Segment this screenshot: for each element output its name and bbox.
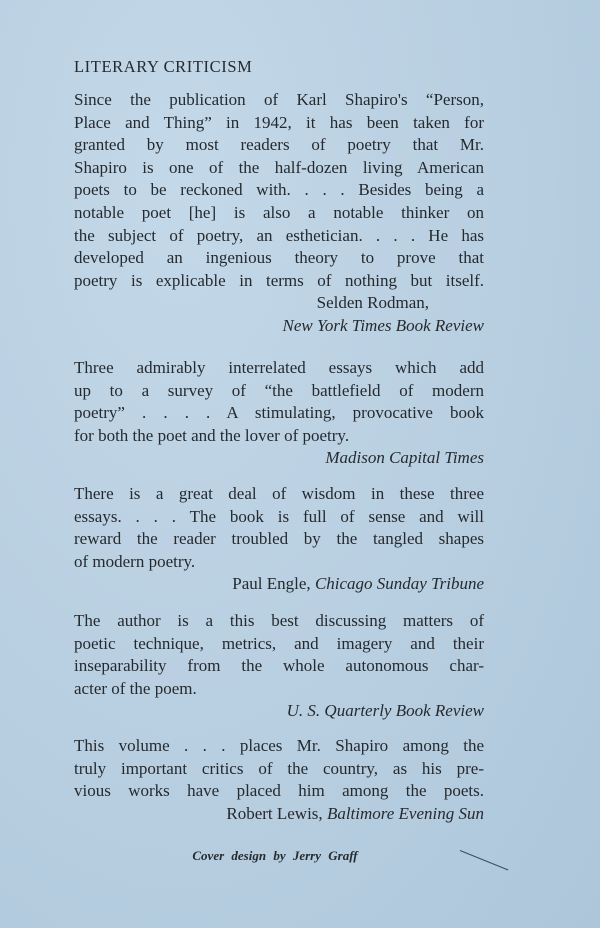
review-line: of modern poetry. [74,551,196,571]
review-line: acter of the poem. [74,678,197,698]
review-attribution [74,573,484,596]
review-lewis [74,735,484,825]
review-source: Chicago Sunday Tribune [314,574,484,594]
review-line: This volume . . . places Mr. Shapiro among the [74,736,484,755]
review-line: reward the reader troubled by the tangled shapes [74,529,484,549]
review-source: Madison Capital Times [325,448,484,468]
review-line: the subject of poetry, an esthetician. . . . He has [74,225,484,245]
review-line: poetry” . . . . A stimulating, provocative book [74,403,484,423]
review-quarterly [74,610,484,723]
review-engle [74,483,484,596]
review-line: The author is a this best discussing matters of [74,611,484,630]
review-attribution [74,803,484,826]
review-line: essays. . . . The book is full of sense and will [74,506,484,526]
review-source: New York Times Book Review [282,315,484,335]
section-heading: LITERARY CRITICISM [74,57,253,76]
review-line: inseparability from the whole autonomous char- [74,656,484,676]
review-line: vious works have placed him among the poets. [74,781,484,801]
cover-design-credit: Cover design by Jerry Graff [192,848,358,863]
review-line: poets to be reckoned with. . . . Besides being a [74,180,484,200]
review-line: Three admirably interrelated essays which add [74,358,484,377]
review-rodman [74,89,484,338]
review-author: Selden Rodman, [316,293,429,313]
review-author: Paul Engle, [232,574,311,594]
review-line: Shapiro is one of the half-dozen living American [74,157,484,177]
review-line: for both the poet and the lover of poetry. [74,425,350,445]
review-author: Robert Lewis, [226,803,323,823]
review-source: Baltimore Evening Sun [326,803,484,823]
review-line: Since the publication of Karl Shapiro's “Person, [74,90,484,109]
review-line: poetic technique, metrics, and imagery and their [74,633,484,653]
review-madison [74,357,484,470]
review-line: There is a great deal of wisdom in these three [74,484,484,503]
review-line: poetry is explicable in terms of nothing but itself. [74,270,484,290]
review-line: granted by most readers of poetry that Mr. [74,135,484,155]
review-line: truly important critics of the country, as his pre- [74,758,484,778]
review-line: up to a survey of “the battlefield of modern [74,380,484,400]
review-line: notable poet [he] is also a notable thinker on [74,202,484,222]
review-line: Place and Thing” in 1942, it has been taken for [74,112,484,132]
review-line: developed an ingenious theory to prove that [74,248,484,268]
review-source: U. S. Quarterly Book Review [286,701,484,721]
